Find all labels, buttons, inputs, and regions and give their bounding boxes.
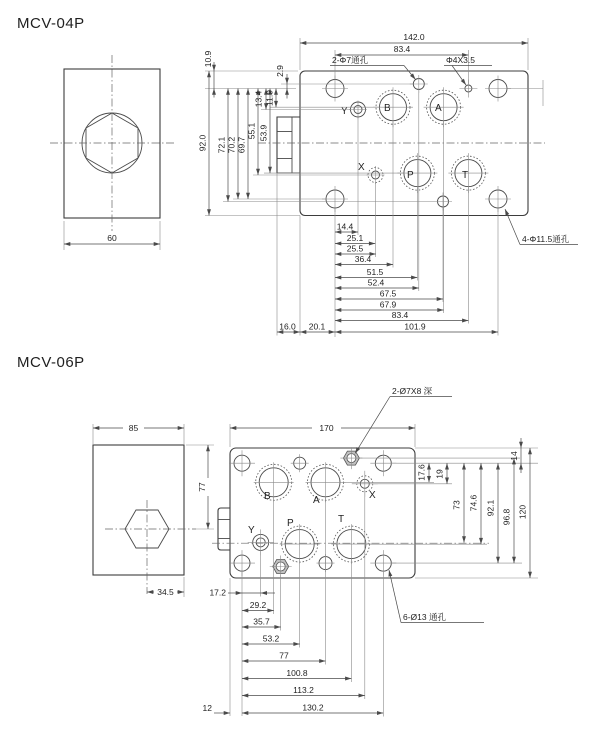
callout-label: 2-Ø7X8 深	[392, 386, 433, 396]
callout-label: 4-Φ11.5通孔	[522, 234, 570, 244]
dim-label: 120	[517, 504, 528, 520]
callout-2-d7x8-deep-holes	[355, 386, 452, 454]
port-label-t: T	[338, 514, 345, 525]
mount-hole	[485, 76, 511, 102]
side-plug-projection	[218, 508, 230, 550]
dim-label: 17.2	[209, 587, 226, 598]
dim-label: 10.9	[203, 50, 213, 68]
dim-label: 170	[319, 423, 334, 433]
blind-hole	[340, 447, 362, 469]
side-plug-projection	[277, 117, 300, 173]
dim-label: 12	[202, 703, 212, 713]
dim-label: 52.4	[367, 277, 385, 288]
port-label-y: Y	[341, 106, 348, 117]
port-label-y: Y	[248, 525, 255, 536]
dim-label: 72.1	[216, 136, 227, 154]
dim-label: 67.9	[379, 299, 397, 310]
port-a	[306, 462, 346, 502]
port-label-x: X	[358, 162, 365, 173]
mcv04p-side-view	[50, 55, 174, 250]
dim-label: 25.1	[346, 233, 364, 243]
dim-label: 73	[451, 500, 462, 510]
dim-label: 20.1	[308, 321, 326, 332]
callout-2-d7-through-holes	[330, 55, 416, 80]
mcv06p-right-dimensions	[344, 438, 538, 578]
port-label-a: A	[435, 103, 442, 114]
dim-label: 25.5	[346, 243, 364, 254]
callout-label: Φ4X3.5	[446, 55, 475, 65]
dim-label: 92.0	[197, 134, 208, 152]
mcv06p-top-view	[212, 447, 489, 578]
dim-label: 17.6	[416, 464, 427, 481]
dim-label: 74.6	[468, 494, 479, 512]
dim-label: 67.5	[379, 288, 397, 299]
dim-label: 53.9	[258, 124, 269, 142]
dim-label: 130.2	[302, 702, 324, 713]
port-y	[349, 101, 367, 119]
port-label-p: P	[407, 170, 414, 181]
blind-hole	[270, 556, 292, 578]
callout-4-d11-5-through-holes	[505, 209, 578, 245]
mcv04p-title: MCV-04P	[17, 15, 85, 32]
mcv04p-left-dimensions	[198, 50, 435, 215]
dim-label: 55.1	[246, 122, 257, 140]
dim-label: 14.4	[336, 221, 354, 232]
dim-label: 16.0	[279, 321, 296, 332]
port-label-a: A	[313, 495, 320, 506]
dim-label: 100.8	[286, 668, 308, 678]
mcv04p-bottom-dimensions	[277, 90, 498, 338]
mcv04p-section	[17, 15, 578, 337]
port-p	[280, 524, 320, 564]
mcv04p-top-view	[258, 71, 545, 216]
dim-label: 29.2	[249, 600, 267, 610]
callout-label: 6-Ø13 通孔	[403, 612, 446, 622]
mcv06p-section	[17, 354, 538, 717]
dim-label: 101.9	[404, 321, 426, 332]
dim-label: 85	[128, 423, 139, 433]
dim-label: 83.4	[391, 310, 409, 320]
dim-label: 19	[434, 469, 445, 479]
dim-label: 113.2	[293, 685, 314, 695]
port-x	[367, 166, 385, 184]
dim-label: 92.1	[485, 499, 496, 517]
callout-label: 2-Φ7通孔	[332, 55, 369, 65]
mount-hole	[229, 450, 255, 476]
dim-label: 36.4	[354, 254, 372, 264]
port-b	[254, 462, 294, 502]
port-label-b: B	[264, 491, 271, 502]
dim-label: 96.8	[501, 508, 512, 526]
dim-label: 70.2	[226, 136, 237, 154]
mcv06p-top-dimensions	[230, 423, 415, 447]
mcv06p-side-view	[93, 423, 214, 597]
dim-label: 142.0	[403, 32, 425, 42]
dim-label: 51.5	[366, 267, 384, 277]
dim-label: 11.9	[264, 90, 275, 106]
dim-label: 2.9	[275, 65, 285, 77]
valve-body-outline	[230, 448, 415, 578]
mcv06p-title: MCV-06P	[17, 354, 85, 371]
dim-label: 83.4	[393, 44, 411, 54]
dim-label: 77	[279, 650, 289, 661]
port-label-t: T	[462, 170, 469, 181]
callout-d4-hole	[444, 55, 492, 85]
dim-label: 35.7	[253, 616, 270, 627]
dim-label: 53.2	[262, 633, 280, 644]
mount-hole	[322, 76, 348, 102]
dim-label: 60	[107, 233, 117, 243]
dim-label: 34.5	[157, 587, 174, 597]
port-label-p: P	[287, 518, 294, 529]
dim-label: 77	[197, 482, 207, 492]
port-label-x: X	[369, 490, 376, 501]
pilot-hole	[291, 454, 309, 472]
dim-label: 14	[509, 451, 519, 461]
port-label-b: B	[384, 103, 391, 114]
port-t	[331, 524, 371, 564]
dim-label: 13.4	[253, 90, 264, 108]
dim-label: 69.7	[236, 136, 247, 154]
